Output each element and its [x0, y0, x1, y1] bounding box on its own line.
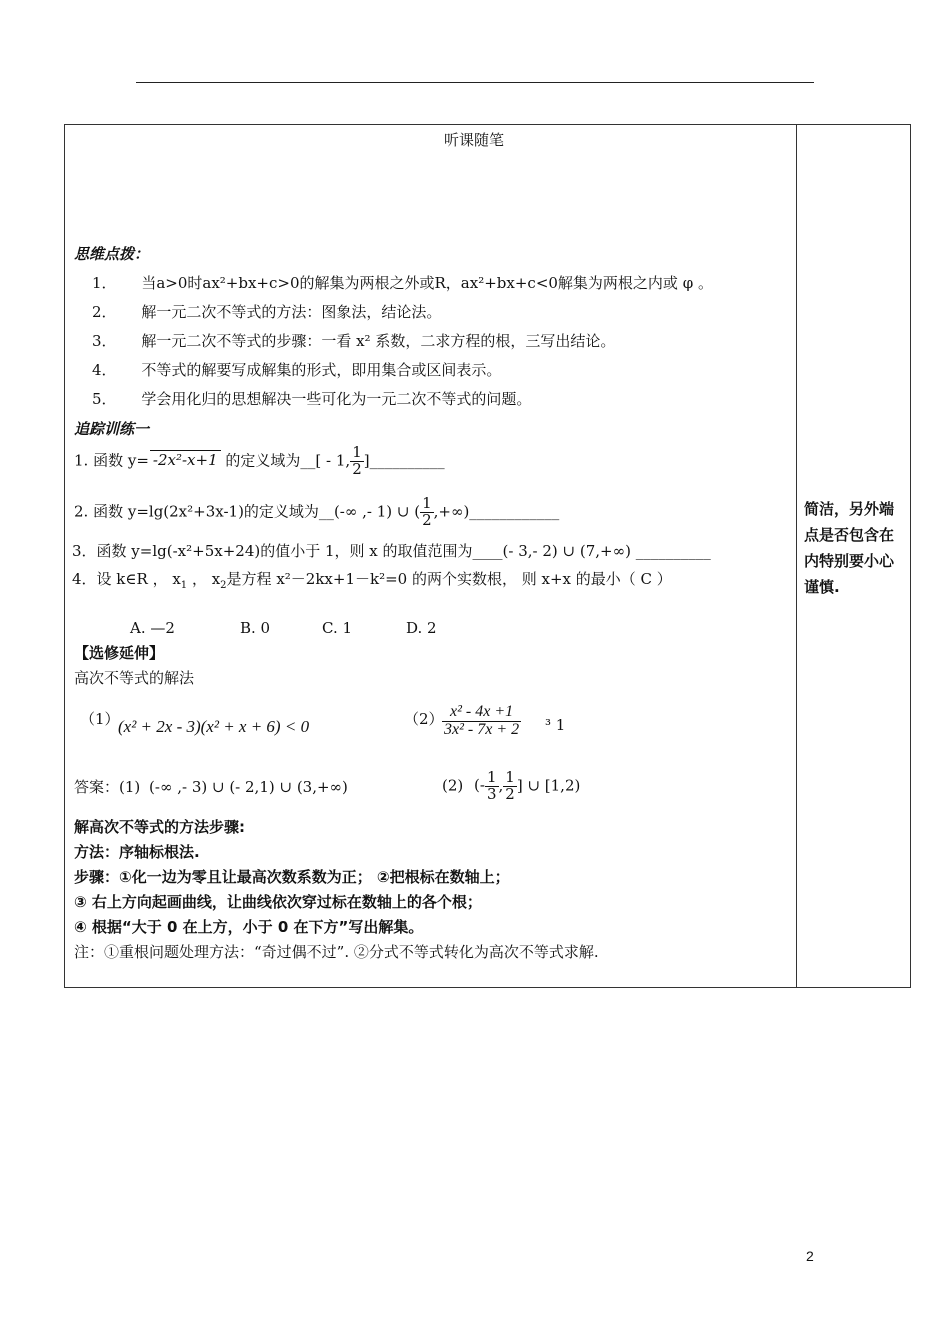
choice-b: B. 0 [240, 619, 271, 637]
page-number: 2 [806, 1248, 814, 1264]
question-4: 4．设 k∈R ， $x_1$ ， $x_2$是方程 x²－2kx+1－k²=0 的两个实数根， 则 x+x 的最小（ C ） [72, 570, 672, 591]
training-heading: 追踪训练一 [74, 420, 150, 438]
answer-line-1: 答案：(1) (-∞ ,- 3) ∪ (- 2,1) ∪ (3,+∞) [74, 778, 348, 796]
extension-heading: 【选修延伸】 [74, 644, 165, 662]
radicand: -2x²-x+1 [150, 450, 221, 469]
method-step-3: ④ 根据“大于 0 在上方，小于 0 在下方”写出解集。 [74, 918, 424, 936]
problem-1-label: （1） [80, 710, 120, 728]
method-heading: 解高次不等式的方法步骤: [74, 818, 245, 836]
problem-2-label: （2） [404, 710, 444, 728]
fraction: $\frac{1}{2}$ [422, 494, 432, 529]
method-line: 方法：序轴标根法. [74, 843, 200, 861]
list-item: 1． 当a>0时ax²+bx+c>0的解集为两根之外或R，ax²+bx+c<0解集为两根之内或 φ 。 [92, 274, 713, 292]
problem-2-fraction: $\frac{\text{x² - 4x +1}}{\text{3x² - 7x + 2}}$ [444, 703, 520, 738]
method-note: 注：①重根问题处理方法：“奇过偶不过”. ②分式不等式转化为高次不等式求解. [74, 943, 599, 961]
list-item: 2． 解一元二次不等式的方法：图象法，结论法。 [92, 303, 442, 321]
method-step-2: ③ 右上方向起画曲线，让曲线依次穿过标在数轴上的各个根； [74, 893, 482, 911]
list-item: 3． 解一元二次不等式的步骤：一看 x² 系数，二求方程的根，三写出结论。 [92, 332, 616, 350]
question-2: 2. 函数 y=lg(2x²+3x-1)的定义域为__(-∞ ,- 1) ∪ ( $\frac{1}{2}$ ,+∞)____________ [74, 494, 560, 529]
list-item: 4． 不等式的解要写成解集的形式，即用集合或区间表示。 [92, 361, 502, 379]
column-title: 听课随笔 [444, 131, 505, 149]
question-3: 3．函数 y=lg(-x²+5x+24)的值小于 1，则 x 的取值范围为____(- 3,- 2) ∪ (7,+∞) __________ [72, 542, 711, 560]
extension-subtitle: 高次不等式的解法 [74, 669, 195, 687]
thinking-heading: 思维点拨： [74, 245, 150, 263]
fraction: $\frac{1}{2}$ [352, 443, 362, 478]
choice-c: C. 1 [322, 619, 353, 637]
header-rule [136, 82, 814, 83]
problem-1-expression: (x² + 2x - 3)(x² + x + 6) < 0 [118, 717, 310, 736]
choice-a: A. —2 [130, 619, 175, 637]
list-item: 5． 学会用化归的思想解决一些可化为一元二次不等式的问题。 [92, 390, 532, 408]
answer-line-2: (2) (- $\frac{1}{3}$ , $\frac{1}{2}$ ] ∪ [1,2) [442, 768, 581, 803]
sidebar-note: 简洁，另外端点是否包含在内特别要小心谨慎. [804, 500, 895, 596]
method-step-1: 步骤：①化一边为零且让最高次数系数为正； ②把根标在数轴上； [74, 868, 510, 886]
problem-2-relation: ³ 1 [545, 716, 566, 734]
question-1: 1. 函数 y= -2x²-x+1 的定义域为__[ - 1, $\frac{1}{2}$ ]__________ [74, 443, 445, 478]
choice-d: D. 2 [406, 619, 437, 637]
table-column-divider [796, 124, 797, 988]
